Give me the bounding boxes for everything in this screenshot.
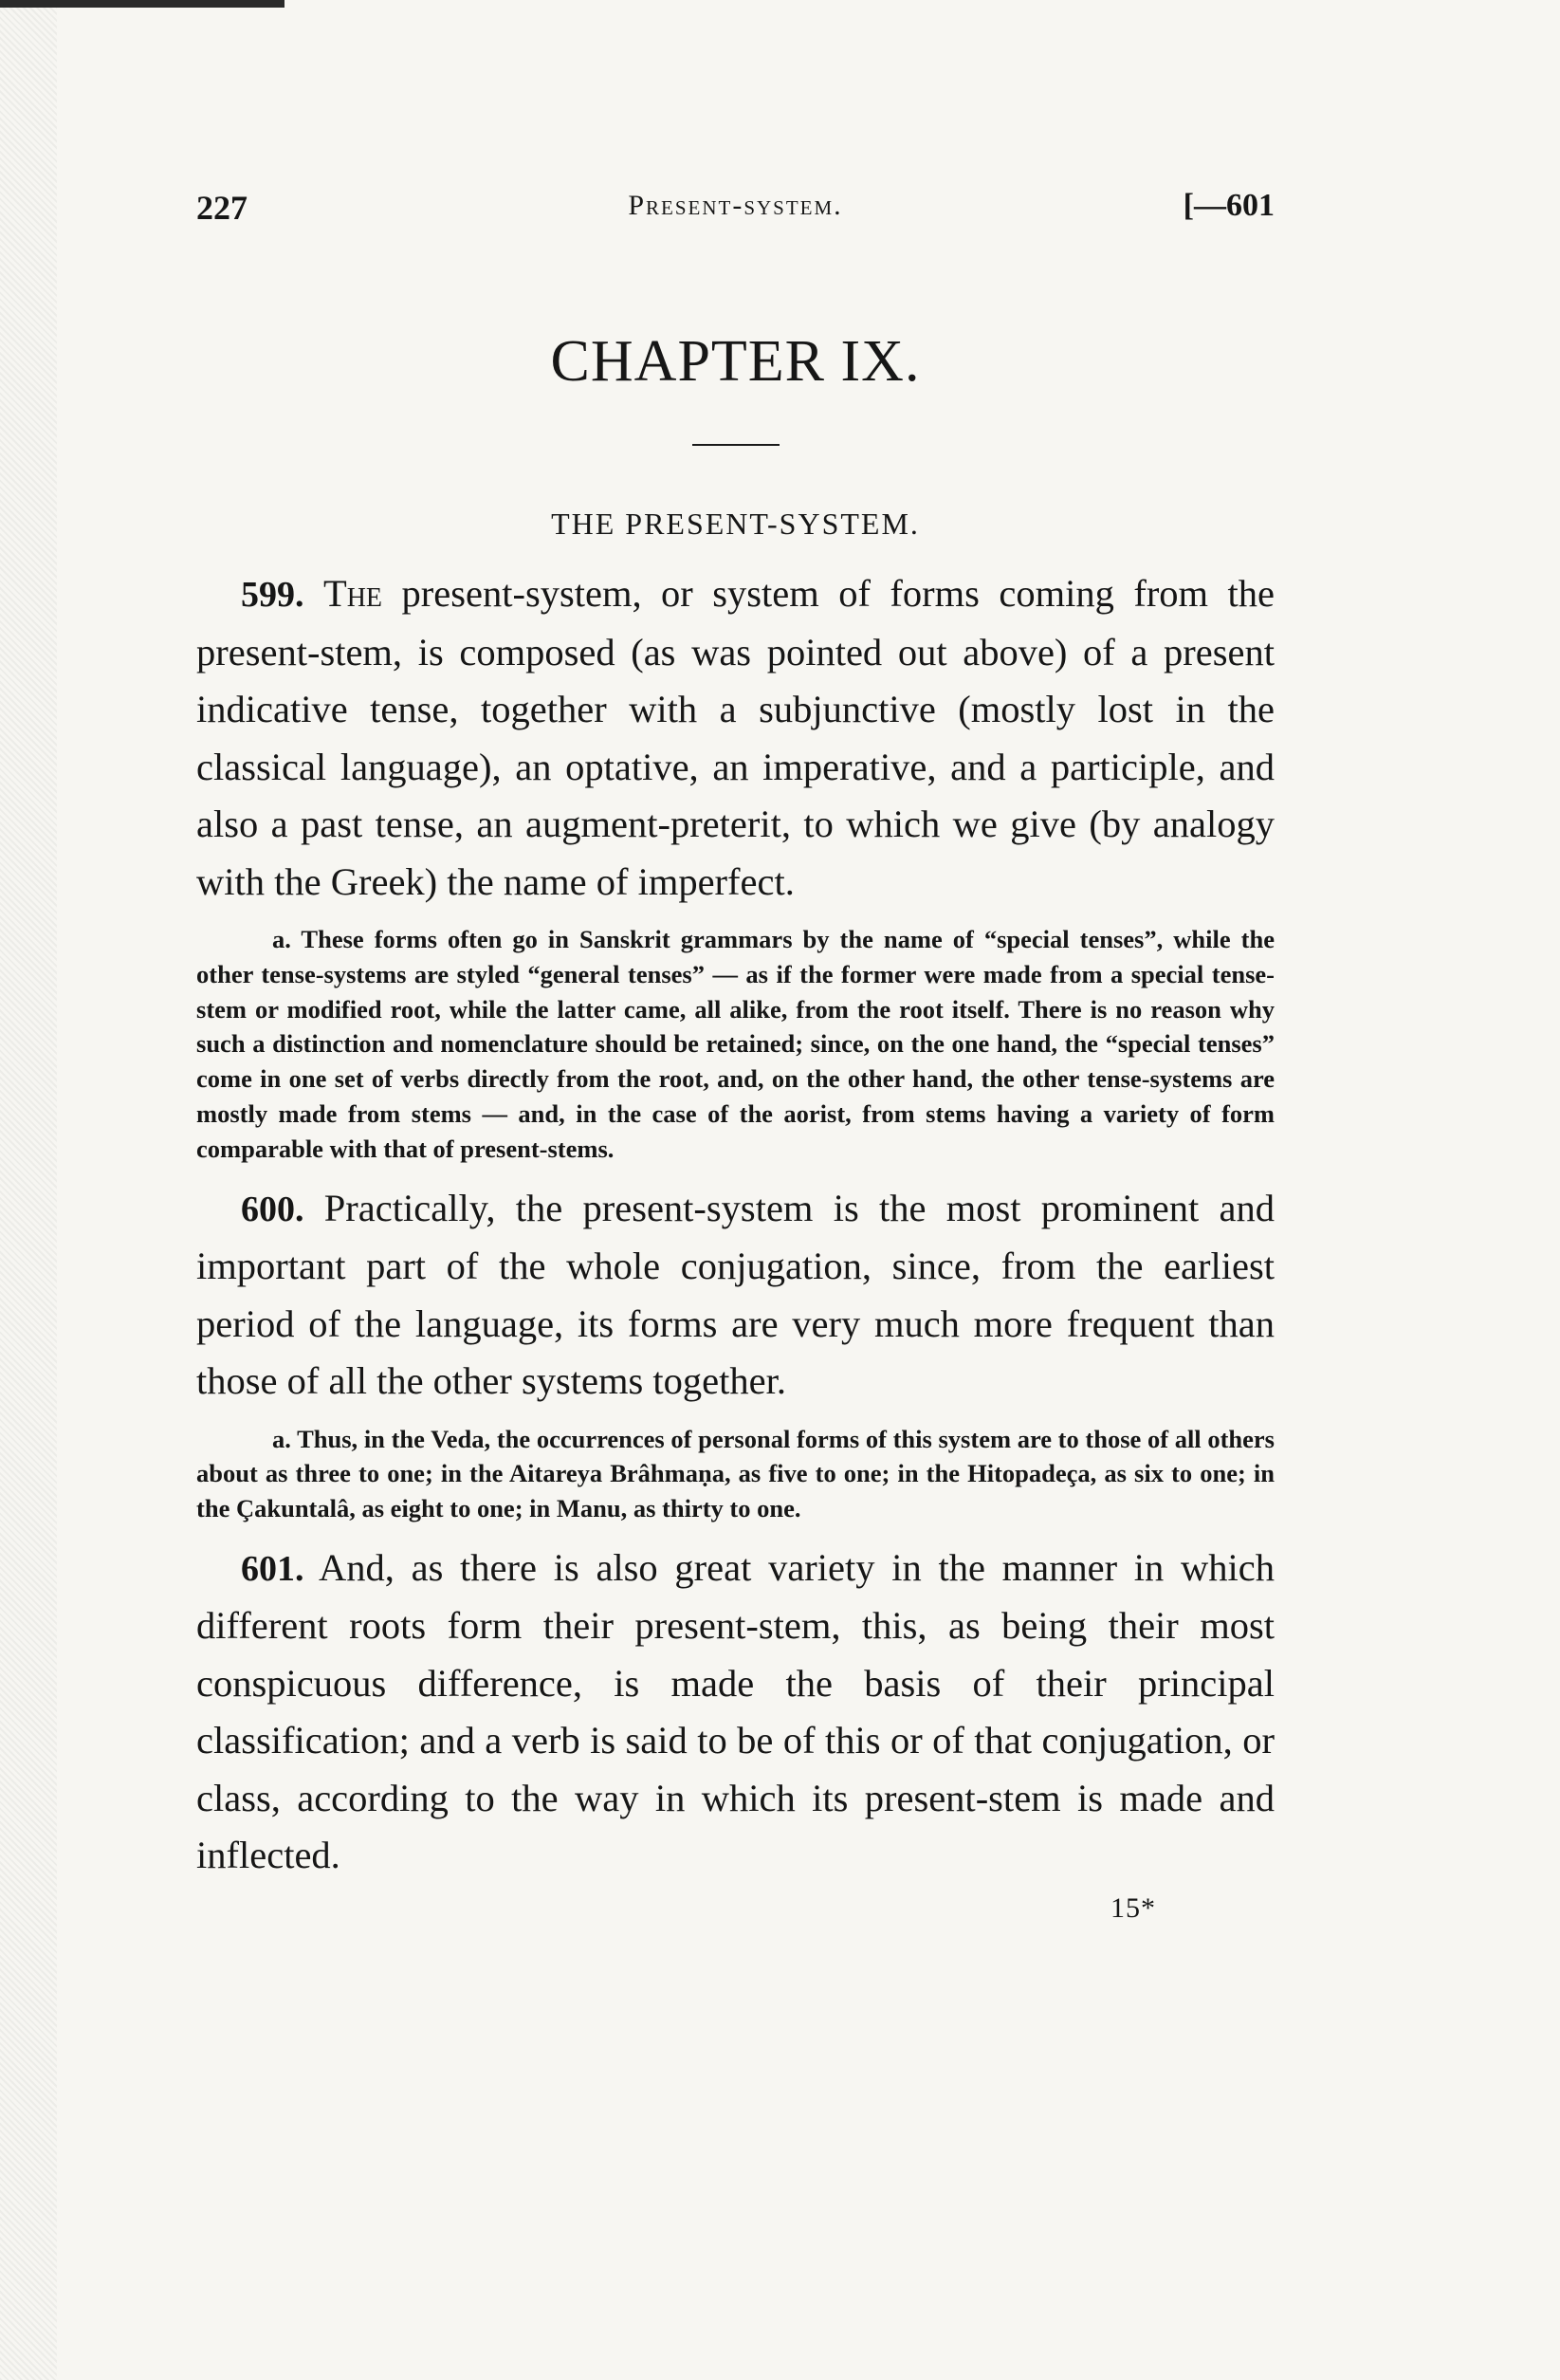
- page-number: 227: [196, 189, 248, 227]
- note-600a: [196, 1422, 1275, 1526]
- scan-edge-shading: [0, 0, 57, 2380]
- note-label: a.: [272, 1424, 291, 1453]
- chapter-rule: [692, 444, 780, 446]
- paragraph-lead-word: The: [322, 572, 383, 615]
- paragraph-number: 600.: [241, 1189, 304, 1229]
- note-text: These forms often go in Sanskrit grammars by the name of “special tenses”, while the other tense-systems are styled “general tenses” — as if the former were made from a special tense-stem or modified root, while the latter came, all alike, from the root itself. There is no reason why such a distinction and nomenclature should be retained; since, on the one hand, the “special tenses” come in one set of verbs directly from the root, and, on the other hand, the other tense-systems are mostly made from stems — and, in the case of the aorist, from stems having a variety of form comparable with that of present-stems.: [196, 925, 1275, 1163]
- paragraph-600: [196, 1180, 1275, 1411]
- chapter-subtitle: THE PRESENT-SYSTEM.: [551, 507, 920, 541]
- section-range: [—601: [1183, 188, 1275, 223]
- paragraph-text: And, as there is also great variety in the manner in which different roots form their present-stem, this, as being their most conspicuous difference, is made the basis of their principal classification; and a verb is said to be of this or of that conjugation, or class, according to the way in which its present-stem is made and inflected.: [196, 1545, 1276, 1877]
- signature-mark: 15*: [1110, 1891, 1156, 1924]
- paragraph-number: 601.: [241, 1548, 304, 1589]
- page-body: [196, 171, 1275, 1925]
- note-599a: [196, 922, 1275, 1167]
- paragraph-text: Practically, the present-system is the most prominent and important part of the whole conjugation, since, from the earliest period of the language, its forms are very much more frequent than those of all the other systems together.: [196, 1186, 1275, 1403]
- note-text: Thus, in the Veda, the occurrences of personal forms of this system are to those of all others about as three to one; in the Aitareya Brâhmaṇa, as five to one; in the Hitopadeça, as six to one; in the Çakuntalâ, as eight to one; in Manu, as thirty to one.: [196, 1424, 1275, 1523]
- running-header: [196, 171, 1275, 228]
- paragraph-599: [196, 565, 1275, 911]
- note-label: a.: [272, 925, 291, 953]
- scan-top-mark: [0, 0, 284, 8]
- running-title: Present-system.: [628, 190, 843, 221]
- paragraph-number: 599.: [241, 575, 304, 615]
- paragraph-text: present-system, or system of forms coming from the present-stem, is composed (as was pointed out above) of a present indicative tense, together with a subjunctive (mostly lost in the classical language), an optative, an imperative, and a participle, and also a past tense, an augment-preterit, to which we give (by analogy with the Greek) the name of imperfect.: [196, 572, 1275, 903]
- paragraph-601: [196, 1540, 1275, 1885]
- chapter-title: CHAPTER IX.: [550, 329, 921, 394]
